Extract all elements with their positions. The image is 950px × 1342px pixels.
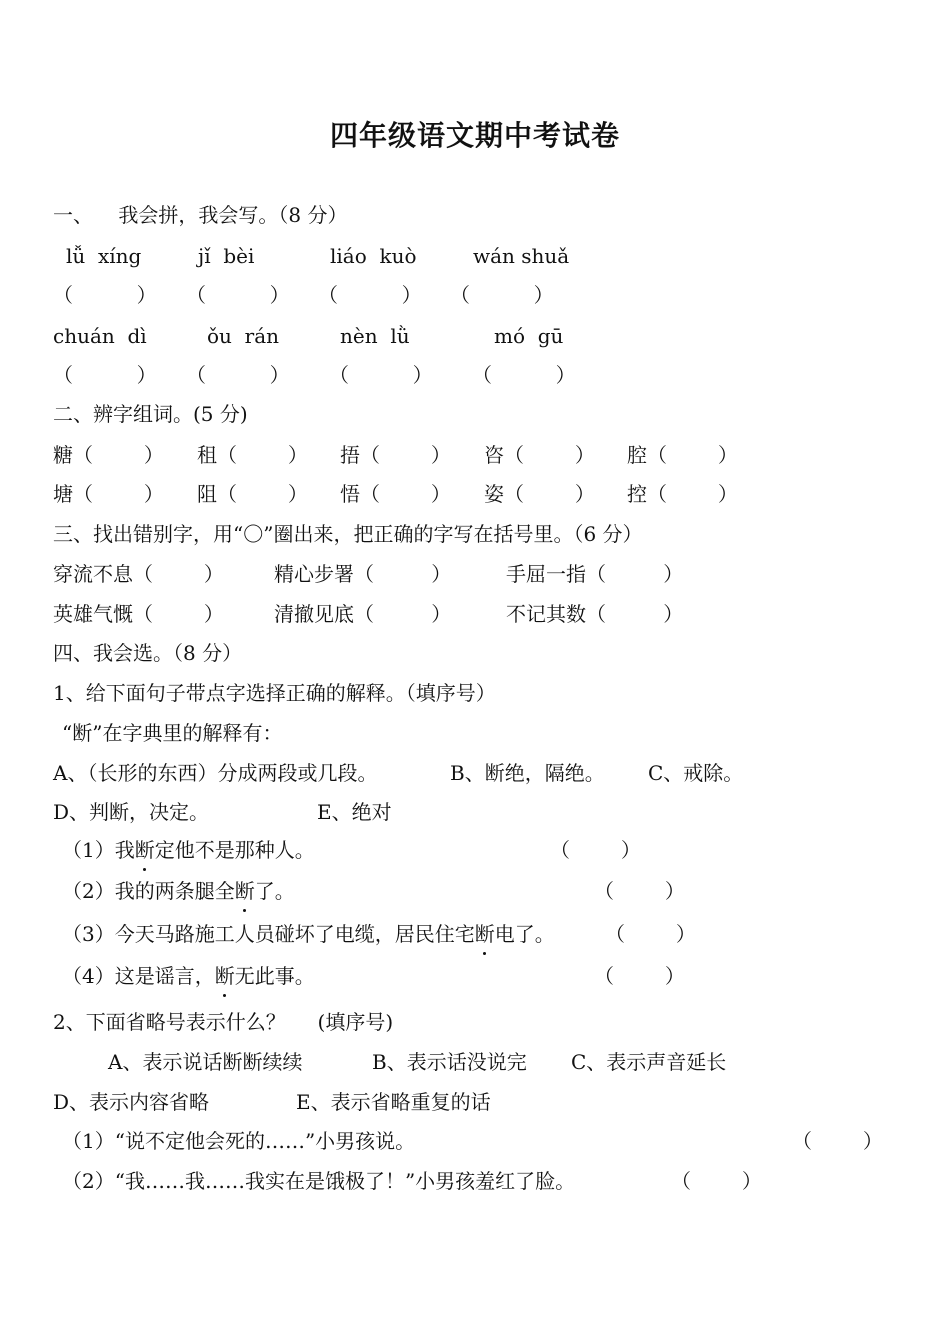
char-item[interactable]: 悟（ ） [340, 482, 451, 506]
pinyin-4: wán shuǎ [473, 244, 570, 268]
char-item[interactable]: 咨（ ） [484, 443, 595, 467]
answer-blank[interactable]: （ ） [329, 363, 433, 387]
q2-prompt: 2、下面省略号表示什么？ (填序号) [53, 1010, 394, 1034]
answer-blank[interactable]: （ ） [550, 838, 641, 862]
char-item[interactable]: 糖（ ） [53, 443, 164, 467]
pinyin-5: chuán dì [53, 324, 147, 348]
char-item[interactable]: 姿（ ） [484, 482, 595, 506]
option-b: B、断绝，隔绝。 [450, 761, 605, 785]
answer-blank[interactable]: （ ） [450, 283, 554, 307]
answer-blank[interactable]: （ ） [472, 363, 576, 387]
option-d: D、判断，决定。 [53, 800, 210, 824]
answer-blank[interactable]: （ ） [53, 283, 157, 307]
char-item[interactable]: 租（ ） [197, 443, 308, 467]
char-item[interactable]: 捂（ ） [340, 443, 451, 467]
answer-blank[interactable]: （ ） [605, 922, 696, 946]
char-item[interactable]: 阻（ ） [197, 482, 308, 506]
answer-blank[interactable]: （ ） [186, 363, 290, 387]
char-item[interactable]: 控（ ） [627, 482, 738, 506]
option-a: A、（长形的东西）分成两段或几段。 [53, 761, 378, 785]
dotted-char: 断 [234, 879, 255, 903]
q1-item-4: （4）这是谣言，断无此事。 [62, 964, 315, 988]
answer-blank[interactable]: （ ） [318, 283, 422, 307]
section3-heading: 三、找出错别字，用“〇”圈出来，把正确的字写在括号里。（6 分） [53, 522, 643, 546]
answer-blank[interactable]: （ ） [792, 1129, 883, 1153]
option-c: C、表示声音延长 [571, 1050, 727, 1074]
answer-blank[interactable]: （ ） [186, 283, 290, 307]
section2-heading: 二、辨字组词。(5 分) [53, 402, 248, 426]
q1-intro: “断”在字典里的解释有： [62, 721, 283, 745]
option-a: A、表示说话断断续续 [108, 1050, 303, 1074]
pinyin-3: liáo kuò [330, 244, 417, 268]
page-title: 四年级语文期中考试卷 [329, 119, 620, 152]
section1-heading: 一、 我会拼，我会写。（8 分） [53, 203, 348, 227]
section4-heading: 四、我会选。（8 分） [53, 641, 243, 665]
char-item[interactable]: 腔（ ） [627, 443, 738, 467]
idiom-item[interactable]: 不记其数（ ） [506, 602, 684, 626]
answer-blank[interactable]: （ ） [53, 363, 157, 387]
option-d: D、表示内容省略 [53, 1090, 210, 1114]
pinyin-8: mó gū [494, 324, 564, 348]
pinyin-6: ǒu rán [207, 324, 280, 348]
dotted-char: 断 [134, 838, 155, 862]
pinyin-7: nèn lǜ [340, 324, 410, 348]
q1-prompt: 1、给下面句子带点字选择正确的解释。（填序号） [53, 681, 496, 705]
q1-item-1: （1）我断定他不是那种人。 [62, 838, 315, 862]
pinyin-2: jǐ bèi [198, 244, 255, 268]
char-item[interactable]: 塘（ ） [53, 482, 164, 506]
option-c: C、戒除。 [648, 761, 744, 785]
answer-blank[interactable]: （ ） [671, 1169, 762, 1193]
idiom-item[interactable]: 穿流不息（ ） [53, 562, 224, 586]
option-b: B、表示话没说完 [372, 1050, 527, 1074]
idiom-item[interactable]: 英雄气慨（ ） [53, 602, 224, 626]
q1-item-3: （3）今天马路施工人员碰坏了电缆，居民住宅断电了。 [62, 922, 555, 946]
q2-item-2: （2）“我……我……我实在是饿极了！”小男孩羞红了脸。 [62, 1169, 576, 1193]
dotted-char: 断 [214, 964, 235, 988]
q1-item-2: （2）我的两条腿全断了。 [62, 879, 295, 903]
option-e: E、绝对 [317, 800, 392, 824]
q2-item-1: （1）“说不定他会死的……”小男孩说。 [62, 1129, 416, 1153]
answer-blank[interactable]: （ ） [594, 964, 685, 988]
dotted-char: 断 [474, 922, 495, 946]
pinyin-1: lǚ xíng [66, 244, 142, 268]
answer-blank[interactable]: （ ） [594, 879, 685, 903]
idiom-item[interactable]: 清撤见底（ ） [274, 602, 452, 626]
idiom-item[interactable]: 手屈一指（ ） [506, 562, 684, 586]
option-e: E、表示省略重复的话 [296, 1090, 491, 1114]
idiom-item[interactable]: 精心步署（ ） [274, 562, 452, 586]
